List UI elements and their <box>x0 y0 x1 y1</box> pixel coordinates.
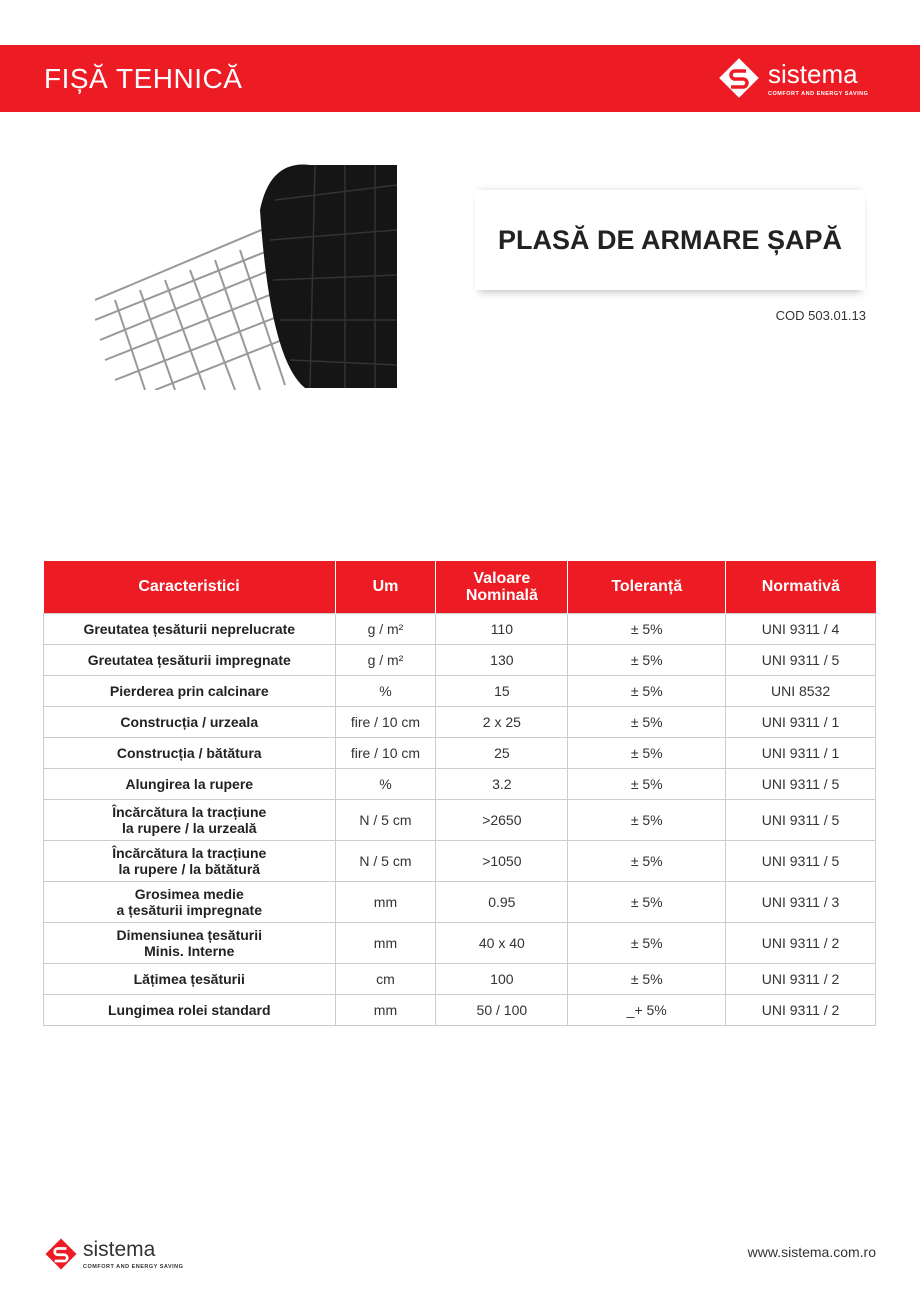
nominal-value-cell: >2650 <box>436 799 568 840</box>
brand-name: sistema <box>768 58 858 89</box>
nominal-value-cell: 0.95 <box>436 881 568 922</box>
tolerance-cell: ± 5% <box>568 768 726 799</box>
characteristic-cell: Construcția / bătătura <box>44 737 336 768</box>
table-row <box>44 963 876 994</box>
specifications-table <box>43 561 876 1026</box>
characteristic-cell: Greutatea țesăturii neprelucrate <box>44 613 336 644</box>
table-row <box>44 922 876 963</box>
nominal-value-cell: 15 <box>436 675 568 706</box>
characteristic-cell: Lungimea rolei standard <box>44 994 336 1025</box>
tolerance-cell: ± 5% <box>568 799 726 840</box>
unit-cell: N / 5 cm <box>335 840 436 881</box>
nominal-value-cell: 3.2 <box>436 768 568 799</box>
unit-cell: g / m² <box>335 613 436 644</box>
unit-cell: mm <box>335 881 436 922</box>
table-row <box>44 675 876 706</box>
standard-cell: UNI 8532 <box>726 675 876 706</box>
standard-cell: UNI 9311 / 2 <box>726 922 876 963</box>
characteristic-cell: Greutatea țesăturii impregnate <box>44 644 336 675</box>
characteristic-cell: Pierderea prin calcinare <box>44 675 336 706</box>
table-row <box>44 737 876 768</box>
standard-cell: UNI 9311 / 2 <box>726 994 876 1025</box>
standard-cell: UNI 9311 / 4 <box>726 613 876 644</box>
column-header: Toleranță <box>568 561 726 613</box>
standard-cell: UNI 9311 / 3 <box>726 881 876 922</box>
tolerance-cell: ± 5% <box>568 675 726 706</box>
nominal-value-cell: 130 <box>436 644 568 675</box>
brand-tagline: COMFORT AND ENERGY SAVING <box>768 90 869 97</box>
website-link[interactable]: www.sistema.com.ro <box>747 1244 876 1260</box>
characteristic-cell: Lățimea țesăturii <box>44 963 336 994</box>
column-header: Caracteristici <box>44 561 336 613</box>
table-row <box>44 768 876 799</box>
standard-cell: UNI 9311 / 1 <box>726 737 876 768</box>
tolerance-cell: ± 5% <box>568 963 726 994</box>
footer-logo <box>43 1236 183 1272</box>
table-row <box>44 994 876 1025</box>
sistema-logo-icon <box>43 1236 79 1272</box>
tolerance-cell: ± 5% <box>568 706 726 737</box>
column-header: Um <box>335 561 436 613</box>
nominal-value-cell: >1050 <box>436 840 568 881</box>
standard-cell: UNI 9311 / 5 <box>726 768 876 799</box>
page-title: FIȘĂ TEHNICĂ <box>44 63 243 94</box>
product-title-box <box>475 190 865 290</box>
unit-cell: mm <box>335 922 436 963</box>
table-row <box>44 840 876 881</box>
footer-brand-name: sistema <box>83 1238 156 1261</box>
characteristic-cell: Grosimea medie a țesăturii impregnate <box>44 881 336 922</box>
nominal-value-cell: 50 / 100 <box>436 994 568 1025</box>
table-row <box>44 613 876 644</box>
standard-cell: UNI 9311 / 2 <box>726 963 876 994</box>
table-row <box>44 644 876 675</box>
tolerance-cell: ± 5% <box>568 922 726 963</box>
unit-cell: cm <box>335 963 436 994</box>
product-photo <box>95 160 400 390</box>
tolerance-cell: ± 5% <box>568 613 726 644</box>
unit-cell: fire / 10 cm <box>335 706 436 737</box>
tolerance-cell: ± 5% <box>568 881 726 922</box>
table-row <box>44 881 876 922</box>
standard-cell: UNI 9311 / 5 <box>726 840 876 881</box>
unit-cell: mm <box>335 994 436 1025</box>
table-row <box>44 799 876 840</box>
unit-cell: % <box>335 675 436 706</box>
brand-logo <box>716 55 868 101</box>
column-header: Normativă <box>726 561 876 613</box>
nominal-value-cell: 25 <box>436 737 568 768</box>
product-code: COD 503.01.13 <box>775 308 866 323</box>
nominal-value-cell: 40 x 40 <box>436 922 568 963</box>
unit-cell: N / 5 cm <box>335 799 436 840</box>
nominal-value-cell: 100 <box>436 963 568 994</box>
standard-cell: UNI 9311 / 5 <box>726 799 876 840</box>
table-header-row <box>44 561 876 613</box>
standard-cell: UNI 9311 / 5 <box>726 644 876 675</box>
unit-cell: g / m² <box>335 644 436 675</box>
tolerance-cell: ± 5% <box>568 644 726 675</box>
unit-cell: % <box>335 768 436 799</box>
sistema-logo-icon <box>716 55 762 101</box>
standard-cell: UNI 9311 / 1 <box>726 706 876 737</box>
tolerance-cell: ± 5% <box>568 840 726 881</box>
tolerance-cell: _+ 5% <box>568 994 726 1025</box>
characteristic-cell: Încărcătura la tracțiune la rupere / la bătătură <box>44 840 336 881</box>
characteristic-cell: Construcția / urzeala <box>44 706 336 737</box>
characteristic-cell: Alungirea la rupere <box>44 768 336 799</box>
nominal-value-cell: 2 x 25 <box>436 706 568 737</box>
characteristic-cell: Încărcătura la tracțiune la rupere / la urzeală <box>44 799 336 840</box>
nominal-value-cell: 110 <box>436 613 568 644</box>
unit-cell: fire / 10 cm <box>335 737 436 768</box>
product-name: PLASĂ DE ARMARE ȘAPĂ <box>497 225 843 255</box>
characteristic-cell: Dimensiunea țesăturii Minis. Interne <box>44 922 336 963</box>
footer-brand-tagline: COMFORT AND ENERGY SAVING <box>83 1264 184 1270</box>
tolerance-cell: ± 5% <box>568 737 726 768</box>
table-row <box>44 706 876 737</box>
column-header: Valoare Nominală <box>436 561 568 613</box>
